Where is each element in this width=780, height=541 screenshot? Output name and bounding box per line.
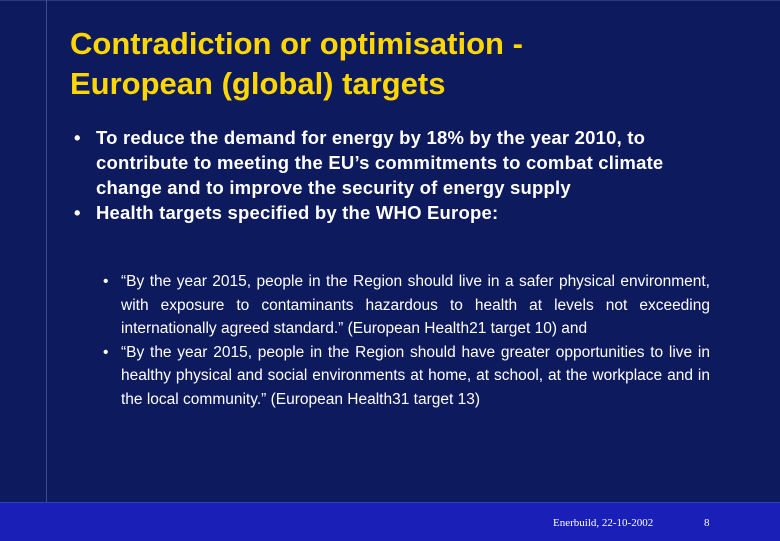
bullet-health-targets-text: Health targets specified by the WHO Europe: [96,202,499,223]
sub-bullet-target-10-text: “By the year 2015, people in the Region should live in a safer physical environment, with exposure to contaminants hazardous to health at levels not exceeding internationally agreed standard.” (European Health21 target 10) and [121,273,710,337]
bullet-energy-target-text: To reduce the demand for energy by 18% by the year 2010, to contribute to meeting the EU’s commitments to combat climate change and to improve the security of energy supply [96,127,664,198]
sub-bullet-target-13-text: “By the year 2015, people in the Region should have greater opportunities to live in healthy physical and social environments at home, at school, at the workplace and in the local community.” (European Health31 target 13) [121,343,710,408]
bullet-dot-icon: • [74,202,81,223]
bullet-dot-icon: • [74,127,81,148]
bullet-health-targets [74,200,734,225]
slide-title-line-2: European (global) targets [70,66,446,101]
sub-bullet-target-13 [103,341,710,412]
main-bullet-list [74,125,734,225]
slide-title-line-1: Contradiction or optimisation - [70,26,523,61]
bullet-energy-target [74,125,734,200]
sub-bullet-target-10 [103,270,710,341]
sub-bullet-dot-icon: • [103,273,109,290]
slide-title [70,24,760,104]
footer-page-number: 8 [704,517,710,529]
top-rule [0,0,780,1]
footer-event-date: Enerbuild, 22-10-2002 [553,517,654,529]
footer-bar [0,502,780,541]
left-rule [46,0,47,502]
sub-bullet-list [103,270,710,411]
sub-bullet-dot-icon: • [103,343,109,361]
